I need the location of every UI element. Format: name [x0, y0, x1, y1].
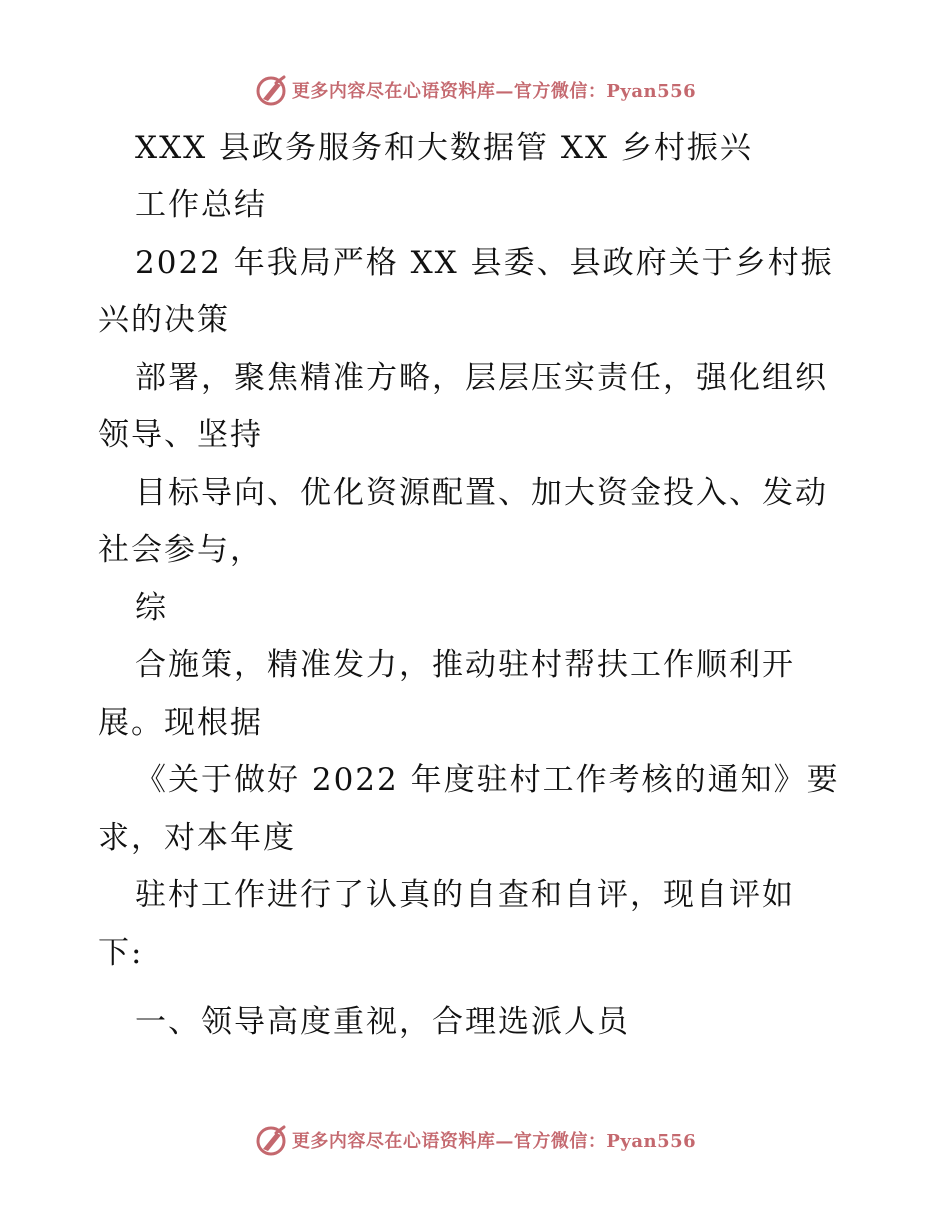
- paragraph-line: 综: [135, 590, 168, 626]
- paragraph-line: 部署，聚焦精准方略，层层压实责任，强化组织: [135, 360, 828, 396]
- watermark-text: 更多内容尽在心语资料库—官方微信：Pyan556: [291, 81, 697, 102]
- paragraph-line: 2022 年我局严格 XX 县委、县政府关于乡村振: [135, 245, 834, 281]
- paragraph-line: 合施策，精准发力，推动驻村帮扶工作顺利开: [135, 647, 795, 683]
- paragraph-line: 展。现根据: [98, 705, 263, 741]
- pen-nib-circle-icon: [254, 1123, 288, 1157]
- section-heading: 一、领导高度重视，合理选派人员: [135, 1004, 630, 1040]
- footer-watermark: [0, 1120, 950, 1160]
- watermark-text: 更多内容尽在心语资料库—官方微信：Pyan556: [291, 1131, 697, 1152]
- paragraph-line: 下:: [98, 935, 144, 971]
- paragraph-line: 社会参与，: [98, 532, 263, 568]
- paragraph-line: 驻村工作进行了认真的自查和自评，现自评如: [135, 877, 795, 913]
- paragraph-line: 求，对本年度: [98, 820, 296, 856]
- paragraph-line: 《关于做好 2022 年度驻村工作考核的通知》要: [135, 762, 840, 798]
- paragraph-line: 兴的决策: [98, 302, 230, 338]
- doc-title-line-1: XXX 县政务服务和大数据管 XX 乡村振兴: [135, 130, 753, 166]
- paragraph-line: 目标导向、优化资源配置、加大资金投入、发动: [135, 475, 828, 511]
- paragraph-line: 领导、坚持: [98, 417, 263, 453]
- doc-title-line-2: 工作总结: [135, 187, 267, 223]
